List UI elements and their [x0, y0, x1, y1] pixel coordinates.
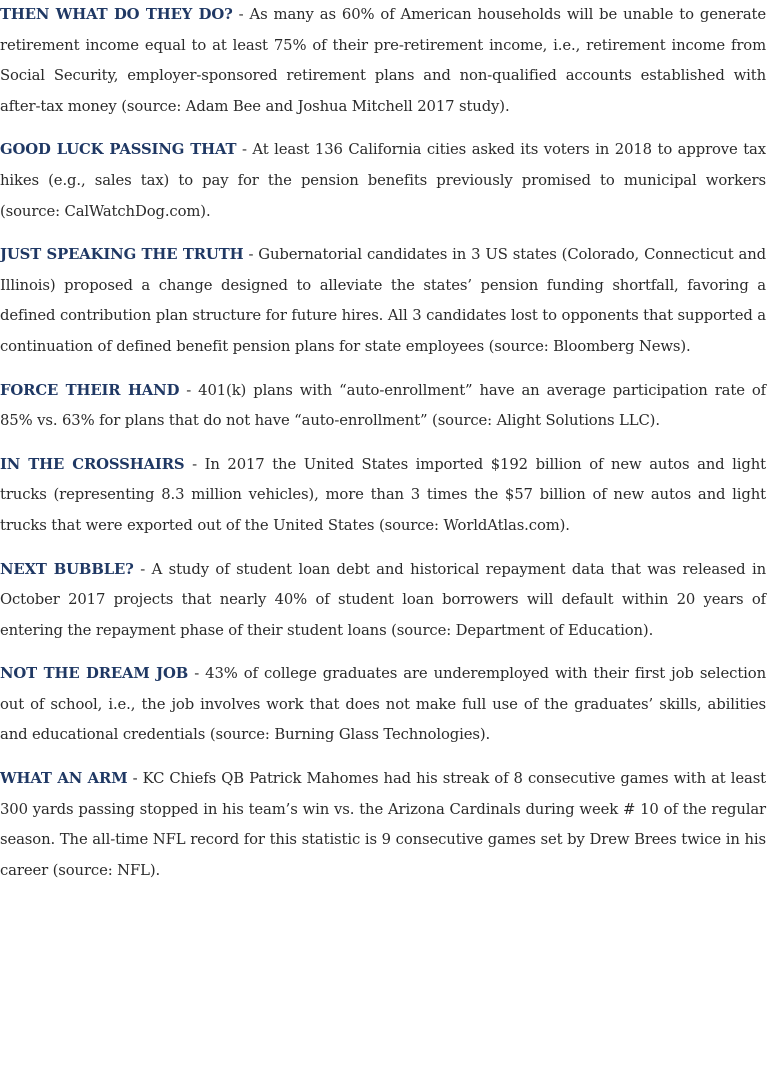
paragraph-in-the-crosshairs: [0, 450, 766, 542]
paragraph-body: - In 2017 the United States imported $192 billion of new autos and light trucks (representing 8.3 million vehicles), more than 3 times the $57 billion of new autos and light trucks that were exported out of the United States (source: WorldAtlas.com).: [0, 455, 766, 534]
paragraph-good-luck-passing-that: [0, 135, 766, 227]
paragraph-heading: WHAT AN ARM: [0, 770, 128, 788]
paragraph-just-speaking-the-truth: [0, 240, 766, 362]
paragraph-body: - Gubernatorial candidates in 3 US states (Colorado, Connecticut and Illinois) proposed a change designed to alleviate the states’ pension funding shortfall, favoring a defined contribution plan structure for future hires. All 3 candidates lost to opponents that supported a continuation of defined benefit pension plans for state employees (source: Bloomberg News).: [0, 246, 766, 355]
paragraph-body: - As many as 60% of American households will be unable to generate retirement income equal to at least 75% of their pre-retirement income, i.e., retirement income from Social Security, employer-sponsored retirement plans and non-qualified accounts established with after-tax money (source: Adam Bee and Joshua Mitchell 2017 study).: [0, 6, 766, 115]
paragraph-not-the-dream-job: [0, 659, 766, 751]
paragraph-body: - A study of student loan debt and historical repayment data that was released in October 2017 projects that nearly 40% of student loan borrowers will default within 20 years of entering the repayment phase of their student loans (source: Department of Education).: [0, 560, 766, 639]
paragraph-force-their-hand: [0, 376, 766, 437]
paragraph-body: - 401(k) plans with “auto-enrollment” have an average participation rate of 85% vs. 63% for plans that do not have “auto-enrollment” (source: Alight Solutions LLC).: [0, 381, 766, 430]
paragraph-heading: GOOD LUCK PASSING THAT: [0, 141, 237, 159]
paragraph-heading: IN THE CROSSHAIRS: [0, 455, 185, 473]
paragraph-heading: NEXT BUBBLE?: [0, 560, 134, 578]
paragraph-body: - KC Chiefs QB Patrick Mahomes had his streak of 8 consecutive games with at least 300 yards passing stopped in his team’s win vs. the Arizona Cardinals during week # 10 of the regular season. The all-time NFL record for this statistic is 9 consecutive games set by Drew Brees twice in his career (source: NFL).: [0, 770, 766, 879]
paragraph-heading: JUST SPEAKING THE TRUTH: [0, 246, 244, 264]
paragraph-heading: THEN WHAT DO THEY DO?: [0, 6, 233, 23]
paragraph-next-bubble: [0, 555, 766, 647]
paragraph-then-what-do-they-do: [0, 0, 766, 122]
paragraph-heading: FORCE THEIR HAND: [0, 381, 180, 399]
paragraph-heading: NOT THE DREAM JOB: [0, 665, 189, 683]
paragraph-what-an-arm: [0, 764, 766, 886]
paragraph-body: - 43% of college graduates are underemployed with their first job selection out of school, i.e., the job involves work that does not make full use of the graduates’ skills, abilities and educational credentials (source: Burning Glass Technologies).: [0, 665, 766, 744]
paragraph-body: - At least 136 California cities asked its voters in 2018 to approve tax hikes (e.g., sales tax) to pay for the pension benefits previously promised to municipal workers (source: CalWatchDog.com).: [0, 141, 766, 220]
